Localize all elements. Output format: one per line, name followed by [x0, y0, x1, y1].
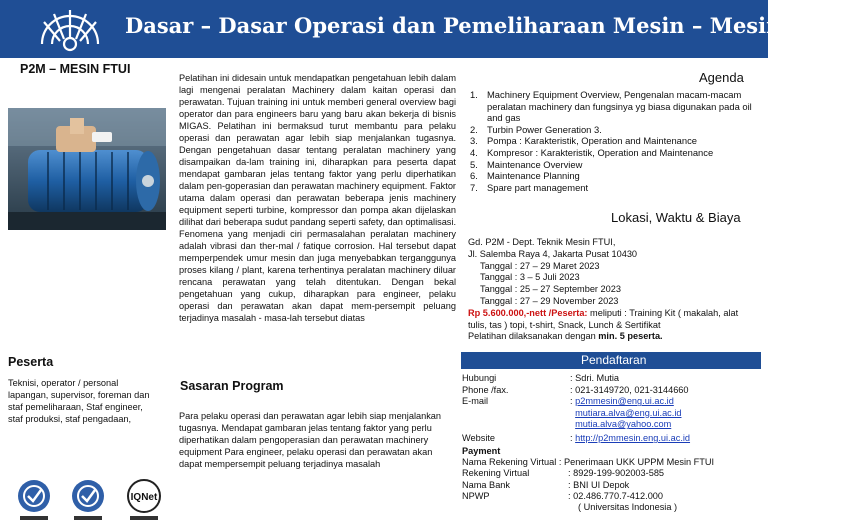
email-link[interactable]: mutiara.alva@eng.ui.ac.id [575, 407, 682, 418]
brand-name: P2M – MESIN FTUI [20, 62, 131, 76]
sasaran-heading: Sasaran Program [180, 379, 284, 393]
qms-cert-logo-icon [64, 476, 112, 524]
sasaran-text: Para pelaku operasi dan perawatan agar lebih siap menjalankan tugasnya. Mendapat gambaran jelas tentang faktor yang perlu diperhatikan dalam pengoperasian dan perawatan machinery equipment Para engineer, pelaku operasi dan perawatan akan dapat mempersempit peluang terjadinya masalah [179, 411, 442, 469]
price-line [468, 308, 758, 332]
price-detail: meliputi : Training Kit ( makalah, alat tulis, tas ) topi, t-shirt, Snack, Lunch & Sertifikat [468, 307, 739, 330]
peserta-heading: Peserta [8, 355, 54, 369]
page-title: Dasar – Dasar Operasi dan Pemeliharaan Mesin – Mesin Rotasi [125, 13, 863, 38]
list-item: 3. Pompa : Karakteristik, Operation and Maintenance [470, 135, 698, 147]
date-line: Tanggal : 27 – 29 Maret 2023 [480, 260, 600, 271]
iqnet-label: IQNet [130, 492, 158, 503]
phone-fax: : 021-3149720, 021-3144660 [570, 384, 689, 395]
date-line: Tanggal : 27 – 29 November 2023 [480, 295, 619, 306]
date-line: Tanggal : 25 – 27 September 2023 [480, 284, 621, 295]
rekening-nama: Nama Rekening Virtual : Penerimaan UKK UPPM Mesin FTUI [462, 457, 715, 468]
iso-cert-logo-icon [10, 476, 58, 524]
pendaftaran-bar [461, 352, 761, 369]
email-link[interactable]: p2mmesin@eng.ui.ac.id [575, 396, 674, 407]
header-banner [0, 0, 863, 58]
email-link[interactable]: mutia.alva@yahoo.com [575, 419, 672, 430]
price: Rp 5.600.000,-nett /Peserta: [468, 307, 588, 318]
bank-name: : BNI UI Depok [568, 479, 630, 490]
list-item: 4. Kompresor : Karakteristik, Operation and Maintenance [470, 146, 714, 158]
address-line-2: Jl. Salemba Raya 4, Jakarta Pusat 10430 [468, 248, 638, 259]
list-item: 5. Maintenance Overview [470, 158, 583, 170]
date-line: Tanggal : 3 – 5 Juli 2023 [480, 272, 580, 283]
agenda-list [470, 89, 755, 193]
list-item: 7. Spare part management [470, 181, 589, 193]
min-participants: Pelatihan dilaksanakan dengan min. 5 peserta. [468, 331, 663, 342]
machinery-photo [8, 108, 166, 230]
rekening-virtual: : 8929-199-902003-585 [568, 468, 665, 479]
lokasi-block [468, 237, 758, 343]
pendaftaran-heading: Pendaftaran [581, 353, 647, 367]
npwp: : 02.486.770.7-412.000 [568, 490, 664, 501]
intro-text: Pelatihan ini didesain untuk mendapatkan pengetahuan lebih dalam lagi mengenai peralatan Machinery dalam kaitan operasi dan perawatan. Tujuan training ini untuk memberi general overview bagi operator dan para engineers baru yang baru akan bekerja di bisnis MIGAS. Pelatihan ini bermaksud turut membantu para pelaku operasi dan perawatan agar lebih siap menjalankan tugasnya. Dengan pengetahuan dasar tentang peralatan machinery yang disampaikan da-lam training ini, diharapkan para peserta dapat mendapat gambaran jelas tentang faktor yang perlu diperhatikan dalam pen-goperasian dan perawatan machinery equipment. Faktor utama dalam operasi dan perawatan beberapa jenis machinery equipment seperti turbine, kompressor dan pompa akan dijelaskan dilihat dari beberapa sudut pandang seperti safety, dan optimalisasi. Fenomena yang menjadi ciri permasalahan peralatan machinery adalah vibrasi dan ther-mal / fatique corrosion. Hal tersebut dapat memperpendek umur mesin dan juga menyebabkan terganggunya proses kilang / plant, karena terhentinya peralatan machinery diluar rencana perawatan yang telah ditentukan. Dengan bekal pengetahuan yang cukup, diharapkan para engineer, pelaku operasi dan perawatan akan dapat mem-persempit peluang terjadinya masalah - masa-lah tersebut diatas [179, 73, 456, 323]
list-item: 2. Turbin Power Generation 3. [470, 123, 602, 135]
npwp-note: ( Universitas Indonesia ) [578, 502, 678, 513]
iqnet-cert-logo-icon [120, 476, 168, 524]
payment-block: Payment Nama Rekening Virtual : Penerimaan UKK UPPM Mesin FTUI Rekening Virtual : 8929-199-902003-585 Nama Bank : BNI UI Depok NPWP : 02.486.770.7-412.000 ( Universitas Indonesia ) [462, 446, 762, 513]
contact-name: : Sdri. Mutia [570, 373, 620, 383]
peserta-text: Teknisi, operator / personal lapangan, supervisor, foreman dan staf pemeliharaan, Staf engineer, staf produksi, staf pengadaan, [8, 378, 150, 424]
makara-logo-icon [34, 4, 106, 50]
address-line-1: Gd. P2M - Dept. Teknik Mesin FTUI, [468, 237, 616, 247]
lokasi-heading: Lokasi, Waktu & Biaya [611, 210, 741, 225]
agenda-heading: Agenda [699, 70, 744, 85]
list-item: 1. Machinery Equipment Overview, Pengenalan macam-macam peralatan machinery dan fungsinya yg biasa digunakan pada oil and gas [470, 89, 752, 124]
website-link[interactable]: http://p2mmesin.eng.ui.ac.id [575, 432, 691, 443]
list-item: 6. Maintenance Planning [470, 170, 580, 182]
contact-block: Hubungi : Sdri. Mutia Phone /fax. : 021-3149720, 021-3144660 E-mail : p2mmesin@eng.ui.ac.id mutiara.alva@eng.ui.ac.id mutia.alva@yahoo.com Website : http://p2mmesin.eng.ui.ac.id [462, 373, 691, 443]
payment-heading: Payment [462, 446, 501, 456]
